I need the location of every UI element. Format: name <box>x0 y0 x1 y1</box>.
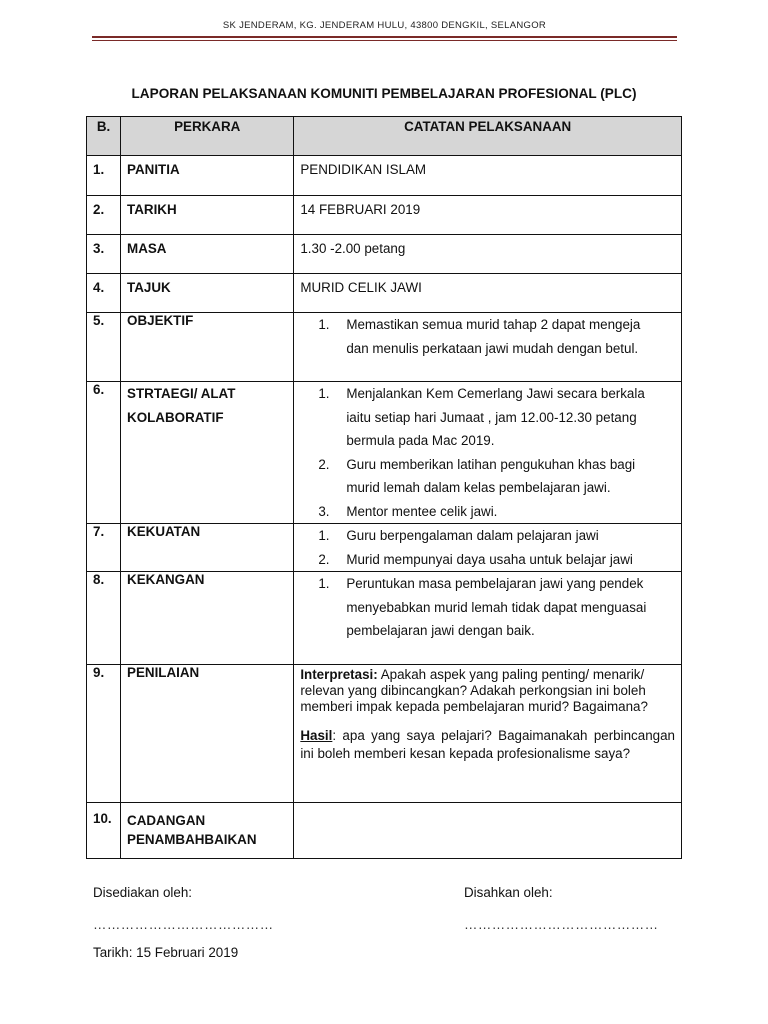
row-number: 5. <box>87 313 121 382</box>
school-header: SK JENDERAM, KG. JENDERAM HULU, 43800 DENGKIL, SELANGOR <box>222 20 547 31</box>
prepared-by-label: Disediakan oleh: <box>93 885 193 900</box>
col-header-item: PERKARA <box>121 117 294 156</box>
interpretasi-text: Interpretasi: Apakah aspek yang paling penting/ menarik/ relevan yang dibincangkan? Adakah perkongsian ini boleh memberi impak kepada pembelajaran murid? Bagaimana? <box>300 667 648 714</box>
plc-report-table <box>86 116 682 859</box>
table-row <box>87 524 682 572</box>
row-item: MASA <box>121 235 294 274</box>
table-row <box>87 196 682 235</box>
row-item: KEKUATAN <box>121 524 294 572</box>
header-rule-thick <box>92 36 677 38</box>
table-row <box>87 313 682 382</box>
table-row <box>87 274 682 313</box>
list-item: 1. Menjalankan Kem Cemerlang Jawi secara berkala iaitu setiap hari Jumaat , jam 12.00-12.30 petang bermula pada Mac 2019. <box>318 386 645 448</box>
row-number: 3. <box>87 235 121 274</box>
row-item: PANITIA <box>121 156 294 196</box>
row-value: PENDIDIKAN ISLAM <box>294 156 682 196</box>
row-value <box>294 572 682 665</box>
row-item: TARIKH <box>121 196 294 235</box>
strength-list <box>294 524 681 571</box>
table-row <box>87 665 682 803</box>
row-value <box>294 524 682 572</box>
row-item: PENILAIAN <box>121 665 294 803</box>
list-item: 1. Memastikan semua murid tahap 2 dapat mengeja dan menulis perkataan jawi mudah dengan betul. <box>318 317 641 356</box>
row-item: KEKANGAN <box>121 572 294 665</box>
row-value-empty <box>294 803 682 859</box>
report-title: LAPORAN PELAKSANAAN KOMUNITI PEMBELAJARAN PROFESIONAL (PLC) <box>131 86 637 101</box>
list-item: 2. Murid mempunyai daya usaha untuk belajar jawi <box>318 551 633 567</box>
table-row <box>87 382 682 524</box>
list-item: 1. Guru berpengalaman dalam pelajaran jawi <box>318 528 599 543</box>
col-header-notes: CATATAN PELAKSANAAN <box>294 117 682 156</box>
row-number: 9. <box>87 665 121 803</box>
constraint-list <box>294 572 681 643</box>
report-date: Tarikh: 15 Februari 2019 <box>93 945 239 960</box>
hasil-text: Hasil: apa yang saya pelajari? Bagaimanakah perbincangan ini boleh memberi kesan kepada profesionalisme saya? <box>300 728 675 761</box>
approved-signature-line: …………………………………… <box>464 917 659 932</box>
row-value: 14 FEBRUARI 2019 <box>294 196 682 235</box>
list-item: 1. Peruntukan masa pembelajaran jawi yang pendek menyebabkan murid lemah tidak dapat menguasai pembelajaran jawi dengan baik. <box>318 576 647 638</box>
row-number: 7. <box>87 524 121 572</box>
row-number: 1. <box>87 156 121 196</box>
col-header-no: B. <box>87 117 121 156</box>
row-item: OBJEKTIF <box>121 313 294 382</box>
objective-list <box>294 313 681 360</box>
strategy-list <box>294 382 681 523</box>
row-value <box>294 665 682 803</box>
list-item: 2. Guru memberikan latihan pengukuhan khas bagi murid lemah dalam kelas pembelajaran jawi. <box>318 456 636 495</box>
table-row <box>87 803 682 859</box>
row-item: CADANGAN PENAMBAHBAIKAN <box>121 803 294 859</box>
row-number: 8. <box>87 572 121 665</box>
table-header-row <box>87 117 682 156</box>
row-value: MURID CELIK JAWI <box>294 274 682 313</box>
row-item: STRTAEGI/ ALAT KOLABORATIF <box>121 382 294 524</box>
table-row <box>87 235 682 274</box>
approved-by-label: Disahkan oleh: <box>464 885 553 900</box>
row-number: 4. <box>87 274 121 313</box>
table-row <box>87 156 682 196</box>
prepared-signature-line: ………………………………… <box>93 917 274 932</box>
header-rule-thin <box>92 40 677 41</box>
row-item: TAJUK <box>121 274 294 313</box>
row-number: 2. <box>87 196 121 235</box>
list-item: 3. Mentor mentee celik jawi. <box>318 503 498 519</box>
table-row <box>87 572 682 665</box>
row-value <box>294 313 682 382</box>
row-number: 10. <box>87 803 121 859</box>
row-value: 1.30 -2.00 petang <box>294 235 682 274</box>
row-value <box>294 382 682 524</box>
row-number: 6. <box>87 382 121 524</box>
